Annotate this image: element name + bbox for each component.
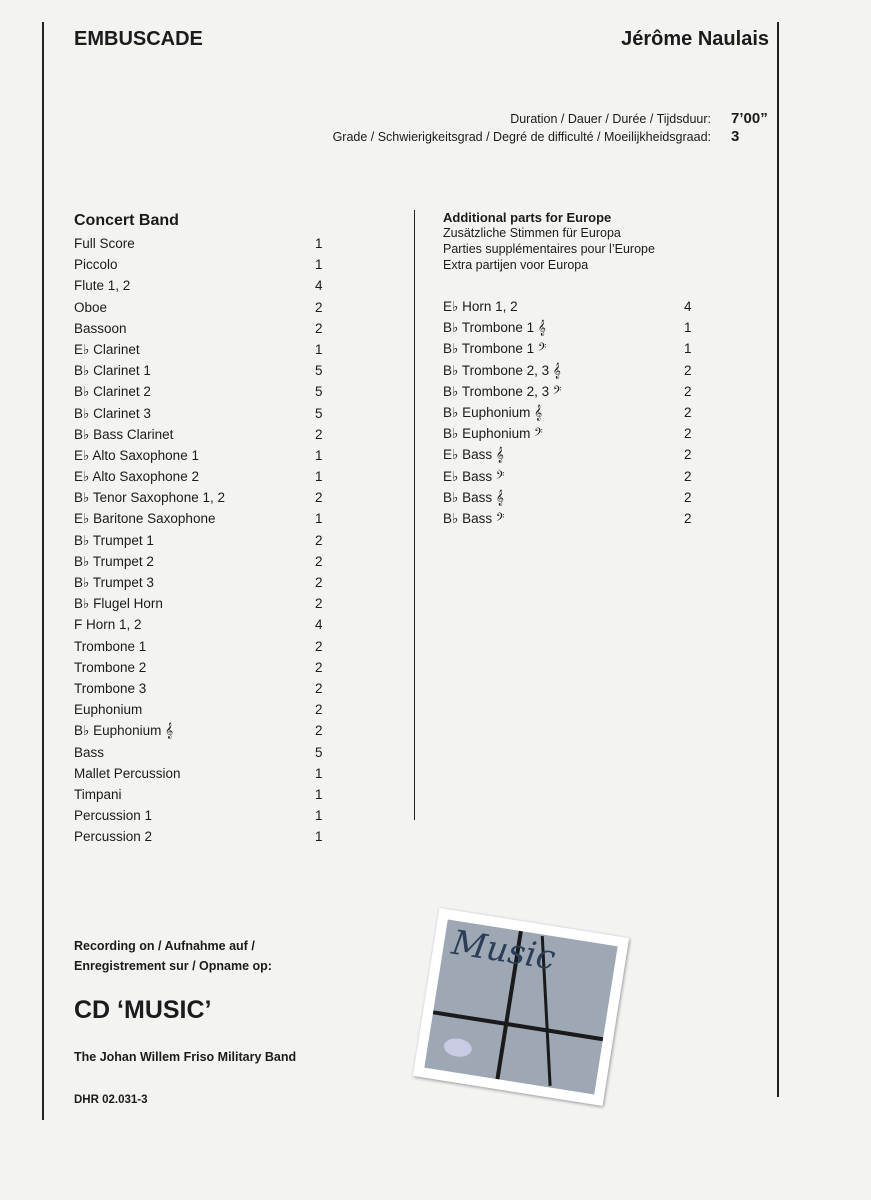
part-name: B♭ Clarinet 3 [74,405,151,421]
part-name: E♭ Bass 𝄢 [443,468,505,484]
part-quantity: 2 [684,489,692,505]
cover-stroke [433,1010,604,1041]
part-name: Timpani [74,786,122,802]
list-item [74,490,334,511]
part-quantity: 2 [315,702,323,718]
cd-cover-artwork [424,919,617,1094]
part-name: B♭ Bass 𝄞 [443,489,504,505]
part-quantity: 2 [315,426,323,442]
cd-title: CD ‘MUSIC’ [74,996,212,1024]
recording-line-2: Enregistrement sur / Opname op: [74,959,272,973]
part-quantity: 2 [315,638,323,654]
list-item [74,406,334,427]
part-quantity: 4 [315,278,323,294]
part-quantity: 1 [315,765,323,781]
list-item [443,320,703,341]
part-quantity: 2 [315,299,323,315]
part-quantity: 2 [684,383,692,399]
part-name: B♭ Tenor Saxophone 1, 2 [74,490,225,506]
part-name: E♭ Alto Saxophone 2 [74,469,199,485]
duration-label: Duration / Dauer / Durée / Tijdsduur: [510,112,711,126]
part-name: B♭ Bass Clarinet [74,426,174,442]
part-quantity: 1 [684,320,692,336]
part-name: Full Score [74,236,135,251]
list-item [74,639,334,660]
part-name: E♭ Alto Saxophone 1 [74,447,199,463]
part-quantity: 2 [315,575,323,590]
part-quantity: 5 [315,363,323,379]
part-quantity: 2 [315,553,323,569]
band-name: The Johan Willem Friso Military Band [74,1050,297,1064]
right-margin-rule [777,22,779,1097]
part-name: Bassoon [74,320,127,336]
label-logo-icon [443,1037,473,1059]
list-item [74,469,334,490]
part-quantity: 4 [315,617,323,633]
part-name: B♭ Trumpet 2 [74,553,154,569]
part-quantity: 2 [315,596,323,612]
part-name: Bass [74,744,105,760]
concert-band-parts-list [74,236,334,850]
part-quantity: 2 [684,426,692,442]
duration-value: 7’00” [731,110,768,127]
part-quantity: 1 [315,341,323,357]
list-item [74,681,334,702]
part-quantity: 2 [315,490,323,506]
part-name: B♭ Flugel Horn [74,596,163,612]
list-item [443,341,703,362]
list-item [74,342,334,363]
part-name: E♭ Horn 1, 2 [443,299,518,314]
list-item [74,660,334,681]
cover-title: Music [449,922,559,979]
part-name: E♭ Clarinet [74,341,140,357]
part-quantity: 1 [315,829,323,845]
additional-subtitle-de: Zusätzliche Stimmen für Europa [443,226,621,240]
list-item [74,363,334,384]
concert-band-title: Concert Band [74,212,179,229]
list-item [74,533,334,554]
part-name: Percussion 2 [74,829,153,845]
grade-value: 3 [731,128,740,145]
part-quantity: 1 [315,447,323,463]
list-item [443,384,703,405]
list-item [74,300,334,321]
part-quantity: 1 [315,257,323,273]
list-item [74,554,334,575]
part-name: B♭ Trombone 2, 3 𝄢 [443,383,562,399]
list-item [443,426,703,447]
grade-row [333,128,781,145]
composer-name: Jérôme Naulais [621,28,769,50]
list-item [443,405,703,426]
part-name: B♭ Euphonium 𝄞 [74,723,174,739]
part-quantity: 2 [315,680,323,696]
additional-parts-list [443,299,703,532]
list-item [443,447,703,468]
part-quantity: 2 [684,362,692,378]
part-name: B♭ Bass 𝄢 [443,510,505,526]
recording-line-1: Recording on / Aufnahme auf / [74,939,255,953]
part-name: E♭ Baritone Saxophone [74,511,216,527]
list-item [74,702,334,723]
additional-subtitle-nl: Extra partijen voor Europa [443,258,589,272]
part-quantity: 2 [684,404,692,420]
part-name: B♭ Trumpet 3 [74,575,154,590]
part-quantity: 2 [684,447,692,463]
part-name: B♭ Trombone 1 𝄢 [443,341,547,357]
part-name: Trombone 3 [74,680,147,696]
part-quantity: 2 [684,468,692,484]
part-name: B♭ Trombone 1 𝄞 [443,320,546,336]
part-name: F Horn 1, 2 [74,617,142,633]
list-item [74,278,334,299]
part-name: B♭ Trombone 2, 3 𝄞 [443,362,561,378]
additional-subtitle-fr: Parties supplémentaires pour l’Europe [443,242,655,256]
part-name: Mallet Percussion [74,765,181,781]
part-quantity: 5 [315,744,323,760]
list-item [74,596,334,617]
part-quantity: 1 [315,236,323,251]
part-name: Oboe [74,299,108,315]
list-item [74,236,334,257]
part-name: Percussion 1 [74,808,153,824]
left-margin-rule [42,22,44,1120]
list-item [74,745,334,766]
list-item [74,787,334,808]
list-item [74,829,334,850]
part-quantity: 1 [684,341,692,357]
part-name: B♭ Trumpet 1 [74,532,154,548]
part-quantity: 2 [315,723,323,739]
part-name: B♭ Clarinet 2 [74,384,151,400]
list-item [74,808,334,829]
list-item [74,448,334,469]
part-quantity: 2 [315,532,323,548]
list-item [74,575,334,596]
part-name: Trombone 1 [74,638,147,654]
part-name: B♭ Euphonium 𝄞 [443,404,543,420]
list-item [443,511,703,532]
part-quantity: 5 [315,384,323,400]
part-quantity: 2 [315,320,323,336]
catalog-code: DHR 02.031-3 [74,1094,148,1106]
list-item [74,384,334,405]
part-name: Trombone 2 [74,659,147,675]
list-item [443,490,703,511]
list-item [74,766,334,787]
list-item [74,723,334,744]
list-item [74,321,334,342]
cd-cover-image [413,908,629,1106]
part-quantity: 2 [684,510,692,526]
grade-label: Grade / Schwierigkeitsgrad / Degré de difficulté / Moeilijkheidsgraad: [332,130,711,144]
part-quantity: 1 [315,786,323,802]
part-name: E♭ Bass 𝄞 [443,447,504,463]
part-quantity: 2 [315,659,323,675]
part-quantity: 1 [315,511,323,527]
part-quantity: 5 [315,405,323,421]
part-quantity: 1 [315,808,323,824]
list-item [74,257,334,278]
part-name: Euphonium [74,702,143,718]
duration-row [510,110,781,127]
column-divider [414,210,415,820]
part-quantity: 4 [684,299,692,314]
part-name: Piccolo [74,257,118,273]
list-item [443,363,703,384]
additional-parts-title: Additional parts for Europe [443,210,612,225]
part-name: Flute 1, 2 [74,278,131,294]
part-name: B♭ Euphonium 𝄢 [443,426,543,442]
part-name: B♭ Clarinet 1 [74,363,151,379]
list-item [74,617,334,638]
list-item [443,299,703,320]
list-item [443,469,703,490]
list-item [74,511,334,532]
piece-title: EMBUSCADE [74,28,203,50]
list-item [74,427,334,448]
part-quantity: 1 [315,469,323,485]
